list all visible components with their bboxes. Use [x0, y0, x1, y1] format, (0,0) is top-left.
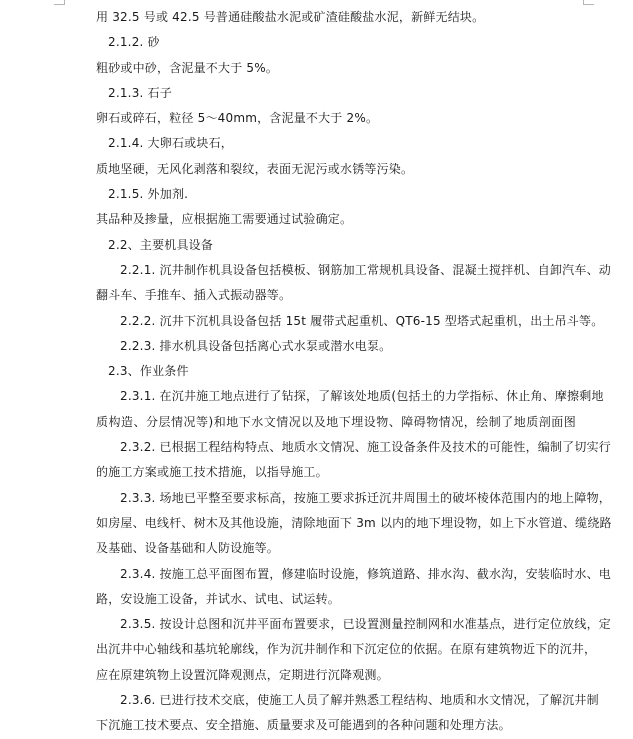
paragraph-2-3-3-line1: 2.3.3. 场地已平整至要求标高，按施工要求拆迁沉井周围土的破坏棱体范围内的地上障物， — [120, 490, 611, 505]
paragraph-2-2-1-line2: 翻斗车、手推车、插入式振动器等。 — [96, 288, 292, 303]
paragraph-2-3-2-line1: 2.3.2. 已根据工程结构特点、地质水文情况、施工设备条件及技术的可能性，编制了切实行 — [120, 440, 611, 455]
paragraph-2-3-6-line2: 下沉施工技术要点、安全措施、质量要求及可能遇到的各种问题和处理方法。 — [96, 718, 511, 733]
paragraph-cement-spec: 用 32.5 号或 42.5 号普通硅酸盐水泥或矿渣硅酸盐水泥，新鲜无结块。 — [96, 10, 485, 24]
paragraph-admixture-spec: 其品种及掺量，应根据施工需要通过试验确定。 — [96, 212, 353, 227]
paragraph-boulder-spec: 质地坚硬，无风化剥落和裂纹，表面无泥污或水锈等污染。 — [96, 161, 414, 176]
paragraph-2-3-5-line1: 2.3.5. 按设计总图和沉井平面布置要求，已设置测量控制网和水准基点，进行定位放线，定 — [120, 617, 611, 632]
heading-2-1-5-admixture: 2.1.5. 外加剂. — [108, 187, 189, 202]
paragraph-2-2-3: 2.2.3. 排水机具设备包括离心式水泵或潜水电泵。 — [120, 338, 392, 353]
paragraph-stone-spec: 卵石或碎石，粒径 5～40mm，含泥量不大于 2%。 — [96, 111, 379, 126]
paragraph-2-3-4-line2: 路，安设施工设备，并试水、试电、试运转。 — [96, 591, 341, 606]
paragraph-2-2-2: 2.2.2. 沉井下沉机具设备包括 15t 履带式起重机、QT6-15 型塔式起重机，出土吊斗等。 — [120, 313, 604, 328]
heading-2-1-3-stone: 2.1.3. 石子 — [108, 85, 172, 100]
heading-2-1-2-sand: 2.1.2. 砂 — [108, 35, 160, 50]
paragraph-2-3-5-line3: 应在原建筑物上设置沉降观测点，定期进行沉降观测。 — [96, 667, 389, 682]
corner-crop-mark-left — [54, 0, 65, 5]
paragraph-sand-spec: 粗砂或中砂，含泥量不大于 5%。 — [96, 60, 279, 75]
heading-2-3-conditions: 2.3、作业条件 — [108, 364, 189, 379]
paragraph-2-2-1-line1: 2.2.1. 沉井制作机具设备包括模板、钢筋加工常规机具设备、混凝土搅拌机、自卸汽车、动 — [120, 262, 611, 277]
paragraph-2-3-6-line1: 2.3.6. 已进行技术交底，使施工人员了解并熟悉工程结构、地质和水文情况，了解沉井制 — [120, 693, 599, 708]
paragraph-2-3-5-line2: 出沉井中心轴线和基坑轮廓线，作为沉井制作和下沉定位的依据。在原有建筑物近下的沉井， — [96, 642, 597, 657]
paragraph-2-3-3-line3: 及基础、设备基础和人防设施等。 — [96, 541, 280, 556]
paragraph-2-3-2-line2: 的施工方案或施工技术措施，以指导施工。 — [96, 465, 328, 480]
document-body — [96, 5, 612, 739]
paragraph-2-3-1-line2: 质构造、分层情况等)和地下水文情况以及地下埋设物、障碍物情况，绘制了地质剖面图 — [96, 414, 576, 429]
heading-2-1-4-boulder: 2.1.4. 大卵石或块石， — [108, 136, 233, 151]
heading-2-2-equipment: 2.2、主要机具设备 — [108, 237, 214, 252]
paragraph-2-3-4-line1: 2.3.4. 按施工总平面图布置，修建临时设施，修筑道路、排水沟、截水沟，安装临时水、电 — [120, 566, 611, 581]
paragraph-2-3-3-line2: 如房屋、电线杆、树木及其他设施，清除地面下 3m 以内的地下埋设物，如上下水管道、缆绕路 — [96, 515, 612, 530]
paragraph-2-3-1-line1: 2.3.1. 在沉井施工地点进行了钻探，了解该处地质(包括土的力学指标、休止角、摩擦剩地 — [120, 389, 604, 404]
corner-crop-mark-right — [583, 0, 594, 5]
